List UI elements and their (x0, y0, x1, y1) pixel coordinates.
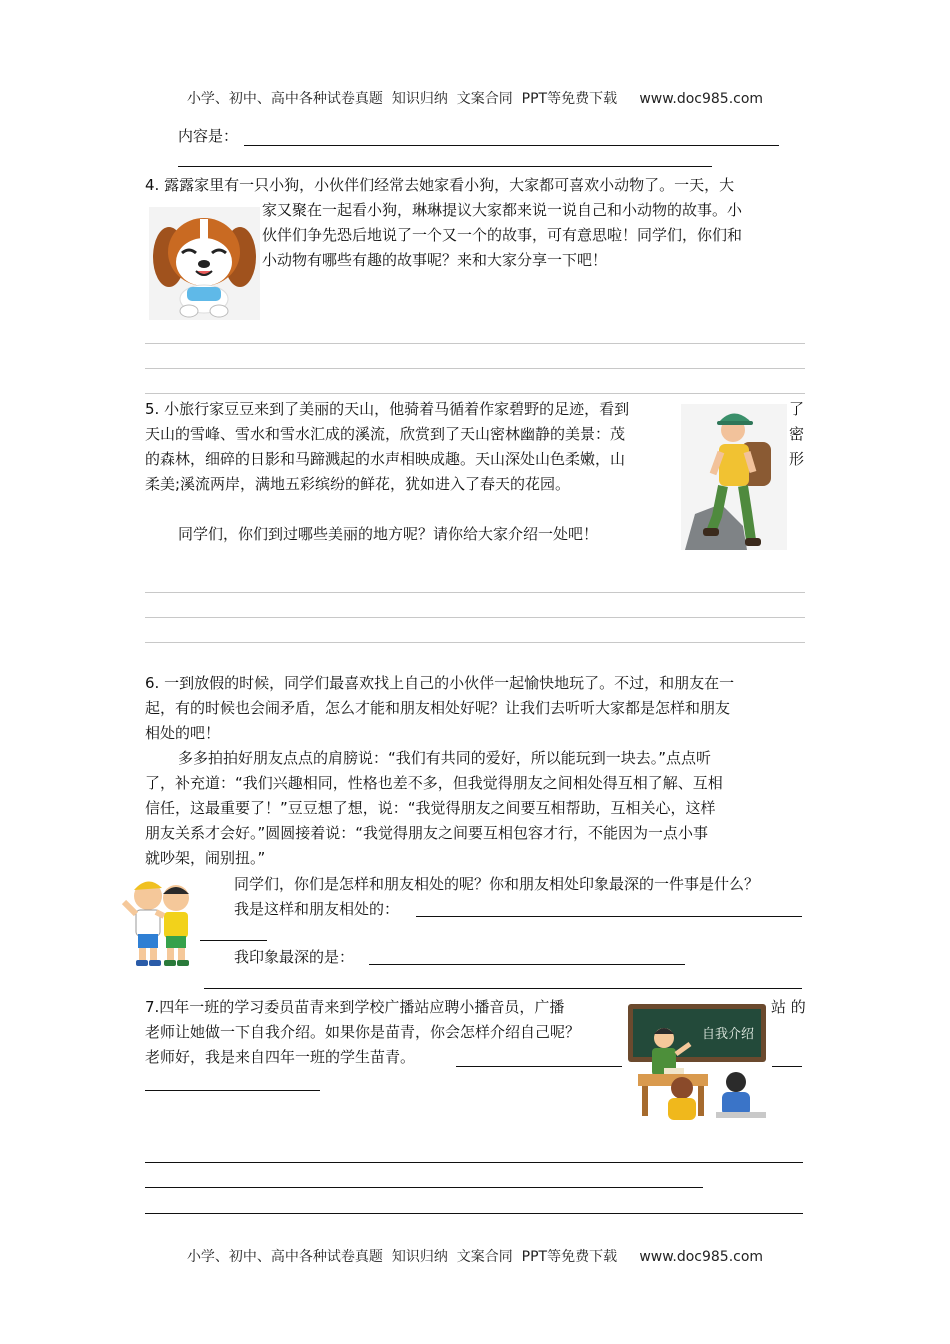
answer-line[interactable] (145, 393, 805, 394)
q4-text-line: 4. 露露家里有一只小狗，小伙伴们经常去她家看小狗，大家都可喜欢小动物了。一天，大 (145, 176, 735, 194)
q6-text-line: 6. 一到放假的时候，同学们最喜欢找上自己的小伙伴一起愉快地玩了。不过，和朋友在一 (145, 674, 735, 692)
q6-text-line: 朋友关系才会好。”圆圆接着说：“我觉得朋友之间要互相包容才行，不能因为一点小事 (145, 824, 709, 842)
q5-text-line: 密 (789, 425, 805, 443)
q6-blank-label: 我是这样和朋友相处的： (234, 900, 400, 918)
q5-text-line: 柔美;溪流两岸，满地五彩缤纷的鲜花，犹如进入了春天的花园。 (145, 475, 571, 493)
q6-text-line: 就吵架，闹别扭。” (145, 849, 266, 867)
answer-line[interactable] (145, 617, 805, 618)
answer-line[interactable] (200, 940, 267, 941)
answer-line[interactable] (456, 1066, 622, 1067)
answer-line[interactable] (204, 988, 802, 989)
answer-line[interactable] (145, 1213, 803, 1214)
q6-text-line: 多多拍拍好朋友点点的肩膀说：“我们有共同的爱好，所以能玩到一块去。”点点听 (178, 749, 712, 767)
q7-text-line: 老师让她做一下自我介绍。如果你是苗青，你会怎样介绍自己呢？ (145, 1023, 581, 1041)
q5-text-line: 天山的雪峰、雪水和雪水汇成的溪流，欣赏到了天山密林幽静的美景：茂 (145, 425, 626, 443)
answer-line[interactable] (145, 1187, 703, 1188)
answer-line[interactable] (772, 1066, 802, 1067)
q7-text-line: 老师好，我是来自四年一班的学生苗青。 (145, 1048, 416, 1066)
friends-image (118, 872, 200, 968)
answer-line[interactable] (145, 642, 805, 643)
answer-line[interactable] (369, 964, 685, 965)
board-text: 自我介绍 (702, 1027, 755, 1042)
answer-line[interactable] (145, 343, 805, 344)
page-header: 小学、初中、高中各种试卷真题 知识归纳 文案合同 PPT等免费下载 www.doc985.com (186, 91, 764, 107)
q4-text-line: 小动物有哪些有趣的故事呢？来和大家分享一下吧！ (262, 251, 608, 269)
q4-text-line: 家又聚在一起看小狗，琳琳提议大家都来说一说自己和小动物的故事。小 (262, 201, 743, 219)
hiker-image (681, 404, 787, 550)
content-label: 内容是： (178, 127, 239, 145)
q6-text-line: 信任，这最重要了！”豆豆想了想，说：“我觉得朋友之间要互相帮助，互相关心，这样 (145, 799, 716, 817)
answer-line[interactable] (178, 166, 712, 167)
puppy-image (149, 207, 260, 320)
q6-text-line: 起，有的时候也会闹矛盾，怎么才能和朋友相处好呢？让我们去听听大家都是怎样和朋友 (145, 699, 731, 717)
answer-line[interactable] (145, 1090, 320, 1091)
q6-text-line: 相处的吧！ (145, 724, 221, 742)
q5-text-line: 了 (789, 400, 805, 418)
answer-line[interactable] (145, 368, 805, 369)
q5-text-line: 5. 小旅行家豆豆来到了美丽的天山，他骑着马循着作家碧野的足迹，看到 (145, 400, 630, 418)
q7-text-line: 7.四年一班的学习委员苗青来到学校广播站应聘小播音员，广播 (145, 998, 565, 1016)
q6-text-line: 了，补充道：“我们兴趣相同，性格也差不多，但我觉得朋友之间相处得互相了解、互相 (145, 774, 723, 792)
q7-text-line: 站 的 (771, 998, 806, 1016)
answer-line[interactable] (145, 592, 805, 593)
q5-prompt: 同学们，你们到过哪些美丽的地方呢？请你给大家介绍一处吧！ (178, 525, 599, 543)
q6-prompt: 同学们，你们是怎样和朋友相处的呢？你和朋友相处印象最深的一件事是什么？ (234, 875, 760, 893)
answer-line[interactable] (145, 1162, 803, 1163)
q5-text-line: 的森林，细碎的日影和马蹄溅起的水声相映成趣。天山深处山色柔嫩，山 (145, 450, 626, 468)
answer-line[interactable] (244, 145, 779, 146)
page-footer: 小学、初中、高中各种试卷真题 知识归纳 文案合同 PPT等免费下载 www.doc985.com (186, 1249, 764, 1265)
q6-blank-label: 我印象最深的是： (234, 948, 355, 966)
answer-line[interactable] (416, 916, 802, 917)
q4-text-line: 伙伴们争先恐后地说了一个又一个的故事，可有意思啦！同学们，你们和 (262, 226, 743, 244)
self-introduction-image (624, 1004, 770, 1120)
q5-text-line: 形 (789, 450, 805, 468)
